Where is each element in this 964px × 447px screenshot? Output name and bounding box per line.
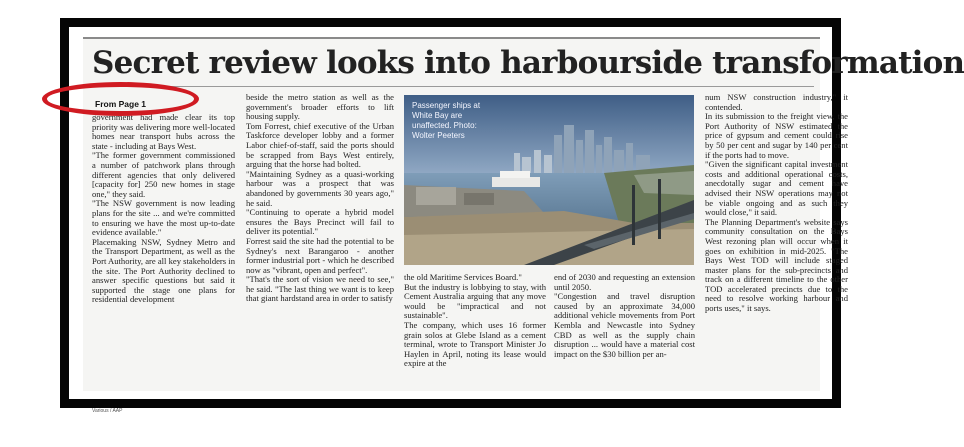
- column-5: num NSW construction industry," it contended. In its submission to the freight view, the Port Authority of NSW estimated the price of gypsum and cement could rise by 50 per cent and sugar by 140 per cent if the ports had to move. "Given the significant capital investment costs and additional operational costs, anecdotally sugar and cement have advised their NSW operations may not be viable ongoing and as such they would close," it said. The Planning Department's website says community consultation on the Bays West rezoning plan will occur when it goes on exhibition in mid-2025. "The Bays West TOD will include staged master plans for the sub-precincts and track on a different timeline to the other TOD accelerated precincts due to the need to resolve working harbour and ports uses," it says.: [705, 92, 848, 314]
- red-highlight-circle: [42, 82, 199, 116]
- page-credit: Various / AAP: [92, 408, 123, 414]
- column-4: end of 2030 and requesting an extension until 2050. "Congestion and travel disruption caused by an approximate 34,000 additional vehicle movements from Port Kembla and Newcastle into Sydney CBD as well as the supply chain disruption ... would have a material cost impact on the $30 billion per an-: [554, 272, 695, 359]
- headline-rule: [87, 86, 814, 87]
- clipping-frame: [60, 18, 964, 414]
- column-1: government had made clear its top priority was delivering more well-located homes near transport hubs across the state - including at Bays West. "The former government commissioned a number of patchwork plans through different agencies that only delivered [capacity for] 250 new homes in stage one," they said. "The NSW government is now leading plans for the site ... and we're committed to ensuring we have the most up-to-date evidence available." Placemaking NSW, Sydney Metro and the Transport Department, as well as the Port Authority, are all key stakeholders in the site. The Port Authority declined to answer specific questions but said it supported the stage one plans for residential development: [92, 112, 235, 305]
- column-2: beside the metro station as well as the government's broader efforts to lift housing supply. Tom Forrest, chief executive of the Urban Taskforce developer lobby and a former Labor chief-of-staff, said the ports should be scrapped from Bays West entirely, arguing that the horse had bolted. "Maintaining Sydney as a quasi-working harbour was a prospect that was abandoned by governments 30 years ago," he said. "Continuing to operate a hybrid model ensures the Bays Precinct will fail to deliver its potential." Forrest said the site had the potential to be Sydney's next Barangaroo - another former industrial port - which he described now as "vibrant, open and perfect". "That's the sort of vision we need to see," he said. "The last thing we want is to keep that giant hardstand area in order to satisfy: [246, 92, 394, 304]
- photo-caption: Passenger ships at White Bay are unaffected. Photo: Wolter Peeters: [412, 101, 481, 140]
- top-rule: [83, 37, 820, 39]
- harbour-photo: [404, 95, 694, 265]
- newspaper-clipping: [83, 37, 964, 414]
- column-3: the old Maritime Services Board." But the industry is lobbying to stay, with Cement Australia arguing that any move would be "impractical and not sustainable". The company, which uses 16 former grain solos at Glebe Island as a cement terminal, wrote to Transport Minister Jo Haylen in April, noting its lease would expire at the: [404, 272, 546, 369]
- headline: Secret review looks into harbourside transformation: [92, 45, 964, 81]
- from-page-label: From Page 1: [95, 99, 147, 109]
